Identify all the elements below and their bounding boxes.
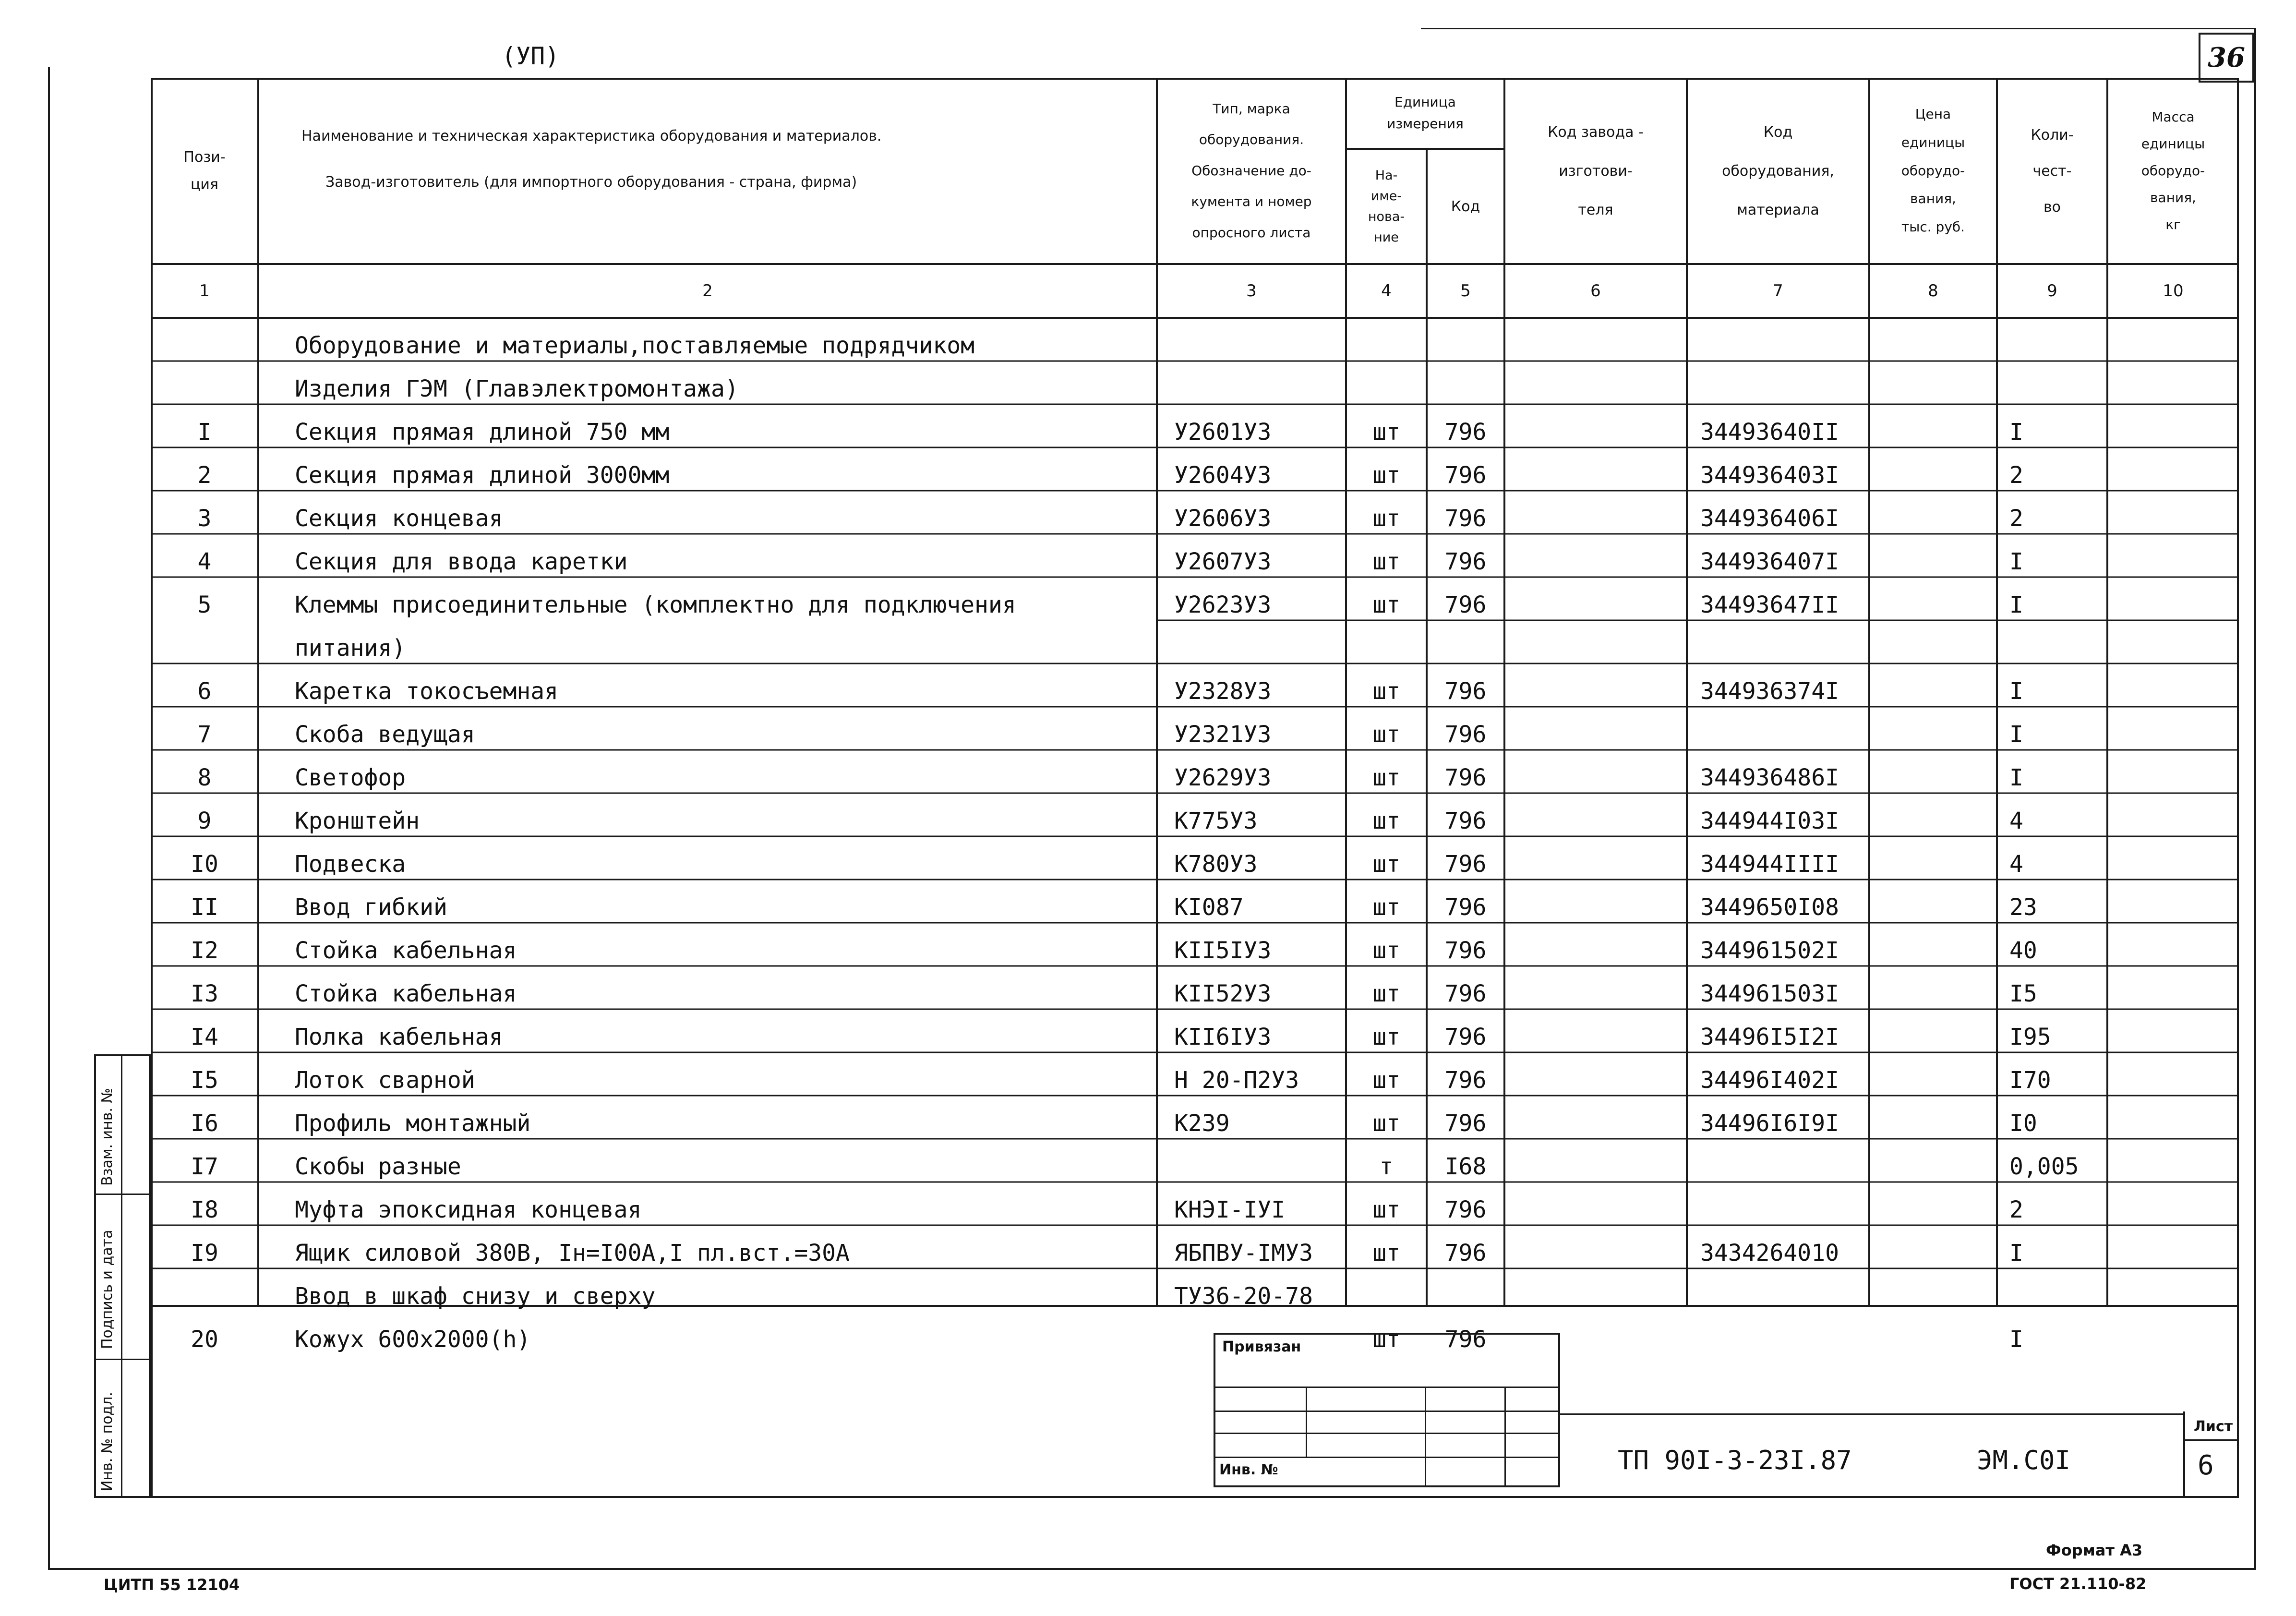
cell-unit-code: 796 — [1444, 808, 1487, 834]
header-unit-code: Код — [1451, 198, 1480, 215]
cell-quantity: 2 — [2009, 462, 2023, 489]
cell-material-code — [1687, 1268, 1869, 1312]
cell-position: I9 — [191, 1240, 218, 1266]
table-row — [151, 361, 2239, 404]
corner-stamp-number: 36 — [2208, 42, 2245, 73]
cell-name: Оборудование и материалы,поставляемые подрядчиком — [295, 332, 975, 359]
cell-unit-code: I68 — [1444, 1153, 1487, 1180]
cell-name: Секция прямая длиной 750 мм — [295, 419, 670, 446]
col-number-9: 9 — [2047, 281, 2057, 301]
footer-left-code: ЦИТП 55 12104 — [104, 1576, 240, 1594]
cell-type — [1157, 620, 1346, 663]
cell-unit-code: 796 — [1444, 1067, 1487, 1094]
cell-unit-code — [1427, 318, 1504, 361]
cell-name: Ввод в шкаф снизу и сверху — [295, 1283, 656, 1310]
cell-unit-code: 796 — [1444, 548, 1487, 575]
col-number-6: 6 — [1590, 281, 1601, 301]
cell-type: Н 20-П2У3 — [1174, 1067, 1299, 1094]
binding-vline-2 — [1425, 1387, 1426, 1485]
cell-unit-name: т — [1379, 1153, 1394, 1180]
binding-vline-1 — [1306, 1387, 1307, 1457]
cell-quantity: 0,005 — [2009, 1153, 2079, 1180]
cell-position: I — [197, 419, 212, 446]
outer-frame-bottom — [48, 1568, 2256, 1570]
cell-position — [151, 318, 258, 361]
cell-quantity: 4 — [2009, 808, 2023, 834]
cell-quantity: 23 — [2009, 894, 2037, 921]
cell-unit-name — [1346, 361, 1427, 404]
top-label: (УП) — [502, 42, 560, 70]
cell-name: Полка кабельная — [295, 1024, 503, 1050]
cell-type — [1157, 361, 1346, 404]
cell-unit-name: шт — [1372, 764, 1400, 791]
cell-position — [151, 1268, 258, 1312]
cell-position: I6 — [191, 1110, 218, 1137]
cell-unit-code — [1427, 620, 1504, 663]
binding-line-2 — [1215, 1411, 1558, 1412]
cell-quantity: I — [2009, 548, 2023, 575]
cell-position: 3 — [197, 505, 212, 532]
table-row — [151, 707, 2239, 750]
header-unit-price: Цена единицы оборудо- вания, тыс. руб. — [1901, 106, 1965, 235]
cell-unit-code — [1427, 1268, 1504, 1312]
cell-position: I8 — [191, 1196, 218, 1223]
col-number-7: 7 — [1773, 281, 1783, 301]
cell-position — [151, 620, 258, 663]
header-unit-mass: Масса единицы оборудо- вания, кг — [2141, 109, 2205, 232]
cell-position: I2 — [191, 937, 218, 964]
cell-type: КII52У3 — [1174, 980, 1272, 1007]
table-row — [151, 1052, 2239, 1096]
cell-position: 20 — [191, 1326, 218, 1353]
col-number-5: 5 — [1460, 281, 1471, 301]
cell-unit-code: 796 — [1444, 462, 1487, 489]
side-label-original-inv: Инв. № подл. — [99, 1392, 116, 1491]
binding-vline-3 — [1504, 1387, 1506, 1485]
cell-type: У2321У3 — [1174, 721, 1272, 748]
table-row — [151, 966, 2239, 1009]
cell-type: У2601У3 — [1174, 419, 1272, 446]
cell-name: Кронштейн — [295, 808, 420, 834]
cell-name: Скобы разные — [295, 1153, 461, 1180]
cell-material-code — [1687, 361, 1869, 404]
cell-material-code: 344936486I — [1700, 764, 1839, 791]
cell-name: Ввод гибкий — [295, 894, 447, 921]
header-quantity: Коли- чест- во — [2031, 126, 2074, 216]
cell-unit-name: шт — [1372, 721, 1400, 748]
side-stamp-sep-1 — [96, 1194, 149, 1195]
cell-material-code: 344936403I — [1700, 462, 1839, 489]
cell-name: Стойка кабельная — [295, 937, 517, 964]
cell-material-code: 34496I5I2I — [1700, 1024, 1839, 1050]
cell-material-code: 344936374I — [1700, 678, 1839, 705]
cell-unit-code: 796 — [1444, 851, 1487, 878]
cell-name: Муфта эпоксидная концевая — [295, 1196, 642, 1223]
cell-unit-name: шт — [1372, 937, 1400, 964]
cell-quantity: I — [2009, 764, 2023, 791]
side-stamp — [94, 1054, 151, 1498]
cell-quantity: I5 — [2009, 980, 2037, 1007]
side-label-replace-inv: Взам. инв. № — [99, 1088, 116, 1186]
cell-unit-code: 796 — [1444, 1196, 1487, 1223]
cell-unit-code: 796 — [1444, 1240, 1487, 1266]
cell-name: Секция прямая длиной 3000мм — [295, 462, 670, 489]
cell-type: У2629У3 — [1174, 764, 1272, 791]
cell-name: Ящик силовой 380В, Iн=I00А,I пл.вст.=30А — [295, 1240, 850, 1266]
cell-position: 7 — [197, 721, 212, 748]
sheet-divider — [2185, 1439, 2239, 1441]
cell-type — [1157, 1139, 1346, 1182]
cell-position: 9 — [197, 808, 212, 834]
cell-quantity — [1997, 361, 2107, 404]
table-row — [151, 1096, 2239, 1139]
cell-material-code: 34496I402I — [1700, 1067, 1839, 1094]
cell-position: 2 — [197, 462, 212, 489]
cell-unit-code: 796 — [1444, 721, 1487, 748]
sheet-number: 6 — [2198, 1450, 2214, 1481]
side-label-signature-date: Подпись и дата — [99, 1230, 116, 1349]
cell-quantity: I70 — [2009, 1067, 2051, 1094]
table-row — [151, 404, 2239, 447]
inventory-number-label: Инв. № — [1219, 1461, 1278, 1478]
cell-type: ТУ36-20-78 — [1174, 1283, 1313, 1310]
doc-code-line — [1558, 1413, 2185, 1415]
cell-type: КНЭI-IУI — [1174, 1196, 1286, 1223]
cell-unit-name: шт — [1372, 1196, 1400, 1223]
header-unit-name: На- име- нова- ние — [1368, 168, 1405, 245]
cell-unit-code — [1427, 361, 1504, 404]
cell-material-code — [1687, 1182, 1869, 1225]
cell-unit-code: 796 — [1444, 1326, 1487, 1353]
cell-material-code: 344961503I — [1700, 980, 1839, 1007]
col-number-1: 1 — [199, 281, 210, 301]
cell-material-code: 3434264010 — [1700, 1240, 1839, 1266]
cell-unit-code: 796 — [1444, 980, 1487, 1007]
cell-type: У2604У3 — [1174, 462, 1272, 489]
header-type: Тип, марка оборудования. Обозначение до- кумента и номер опросного листа — [1191, 101, 1312, 241]
cell-type: ЯБПВУ-IМУ3 — [1174, 1240, 1313, 1266]
cell-name: Скоба ведущая — [295, 721, 475, 748]
header-name-line2: Завод-изготовитель (для импортного оборудования - страна, фирма) — [325, 174, 857, 191]
cell-position — [151, 361, 258, 404]
cell-position: 4 — [197, 548, 212, 575]
cell-unit-code: 796 — [1444, 1110, 1487, 1137]
cell-position: 6 — [197, 678, 212, 705]
cell-name: Клеммы присоединительные (комплектно для подключения — [295, 591, 1016, 618]
cell-quantity: I95 — [2009, 1024, 2051, 1050]
cell-material-code: 3449650I08 — [1700, 894, 1839, 921]
cell-type: КII6IУ3 — [1174, 1024, 1272, 1050]
side-stamp-sep-2 — [96, 1359, 149, 1360]
cell-unit-name: шт — [1372, 548, 1400, 575]
bottom-section — [151, 1307, 2239, 1498]
cell-name: Лоток сварной — [295, 1067, 475, 1094]
table-row — [151, 923, 2239, 966]
cell-material-code — [1687, 707, 1869, 750]
header-material-code: Код оборудования, материала — [1722, 123, 1834, 218]
binding-line-1 — [1215, 1387, 1558, 1388]
table-row — [151, 836, 2239, 880]
cell-unit-name — [1346, 620, 1427, 663]
table-row — [151, 750, 2239, 793]
cell-type: КI087 — [1174, 894, 1244, 921]
header-name-line1: Наименование и техническая характеристика оборудования и материалов. — [301, 128, 882, 145]
cell-unit-code: 796 — [1444, 591, 1487, 618]
document-code: ТП 90I-3-23I.87 — [1618, 1445, 1852, 1475]
cell-unit-name: шт — [1372, 808, 1400, 834]
cell-type: У2328У3 — [1174, 678, 1272, 705]
cell-unit-name — [1346, 318, 1427, 361]
cell-unit-name: шт — [1372, 591, 1400, 618]
cell-position: I5 — [191, 1067, 218, 1094]
sheet-box — [2183, 1411, 2239, 1498]
cell-quantity — [1997, 620, 2107, 663]
cell-unit-name: шт — [1372, 851, 1400, 878]
cell-unit-name: шт — [1372, 1024, 1400, 1050]
cell-material-code: 344944IIII — [1700, 851, 1839, 878]
binding-line-3 — [1215, 1433, 1558, 1434]
cell-quantity: I — [2009, 678, 2023, 705]
cell-type — [1157, 318, 1346, 361]
cell-unit-code: 796 — [1444, 894, 1487, 921]
col-number-3: 3 — [1246, 281, 1257, 301]
cell-material-code: 344936406I — [1700, 505, 1839, 532]
cell-quantity: 40 — [2009, 937, 2037, 964]
cell-unit-code: 796 — [1444, 764, 1487, 791]
cell-name: питания) — [295, 635, 406, 662]
footer-format: Формат А3 — [2046, 1541, 2143, 1559]
cell-name: Подвеска — [295, 851, 406, 878]
cell-material-code: 34493647II — [1700, 591, 1839, 618]
col-number-8: 8 — [1928, 281, 1938, 301]
cell-unit-name — [1346, 1268, 1427, 1312]
cell-position: I0 — [191, 851, 218, 878]
footer-gost: ГОСТ 21.110-82 — [2009, 1575, 2147, 1593]
table-row — [151, 534, 2239, 577]
table-row — [151, 1009, 2239, 1052]
table-row — [151, 1182, 2239, 1225]
cell-unit-name: шт — [1372, 980, 1400, 1007]
cell-unit-code: 796 — [1444, 678, 1487, 705]
cell-name: Секция концевая — [295, 505, 503, 532]
cell-unit-code: 796 — [1444, 419, 1487, 446]
cell-material-code — [1687, 620, 1869, 663]
outer-frame-left — [48, 67, 50, 1570]
cell-material-code: 344936407I — [1700, 548, 1839, 575]
cell-unit-name: шт — [1372, 678, 1400, 705]
cell-name: Светофор — [295, 764, 406, 791]
cell-position: 5 — [197, 591, 212, 618]
header-factory-code: Код завода - изготови- теля — [1548, 123, 1644, 218]
side-stamp-divider — [121, 1056, 122, 1496]
cell-type: У2623У3 — [1174, 591, 1272, 618]
cell-quantity — [1997, 1268, 2107, 1312]
header-unit-group: Единица измерения — [1387, 94, 1464, 132]
cell-quantity: I — [2009, 721, 2023, 748]
cell-type: К780У3 — [1174, 851, 1258, 878]
cell-quantity: I — [2009, 1326, 2023, 1353]
cell-unit-name: шт — [1372, 1326, 1400, 1353]
cell-type: У2606У3 — [1174, 505, 1272, 532]
cell-quantity: 2 — [2009, 1196, 2023, 1223]
table-row — [151, 793, 2239, 836]
sheet-label: Лист — [2194, 1418, 2233, 1435]
cell-unit-name: шт — [1372, 505, 1400, 532]
table-row — [151, 447, 2239, 491]
table-row — [151, 1225, 2239, 1268]
cell-position: 8 — [197, 764, 212, 791]
cell-name: Кожух 600х2000(h) — [295, 1326, 531, 1353]
cell-unit-name: шт — [1372, 462, 1400, 489]
col-number-4: 4 — [1381, 281, 1392, 301]
table-row — [151, 880, 2239, 923]
table-row — [151, 1139, 2239, 1182]
cell-quantity: 4 — [2009, 851, 2023, 878]
cell-position: I4 — [191, 1024, 218, 1050]
cell-name: Стойка кабельная — [295, 980, 517, 1007]
cell-quantity: I0 — [2009, 1110, 2037, 1137]
cell-quantity: I — [2009, 1240, 2023, 1266]
cell-material-code: 344944I03I — [1700, 808, 1839, 834]
col-number-10: 10 — [2163, 281, 2184, 301]
header-position: Пози- ция — [183, 149, 226, 193]
corner-stamp-box — [2199, 33, 2254, 83]
outer-frame-right — [2254, 29, 2256, 1570]
table-row — [151, 620, 2239, 663]
cell-unit-code: 796 — [1444, 1024, 1487, 1050]
cell-quantity: I — [2009, 419, 2023, 446]
header-name — [258, 78, 1157, 264]
cell-quantity — [1997, 318, 2107, 361]
outer-frame-top — [1421, 28, 2256, 29]
table-row — [151, 318, 2239, 361]
cell-position: I3 — [191, 980, 218, 1007]
cell-type: КII5IУ3 — [1174, 937, 1272, 964]
cell-name: Профиль монтажный — [295, 1110, 531, 1137]
binding-line-4 — [1215, 1457, 1558, 1458]
cell-name: Изделия ГЭМ (Главэлектромонтажа) — [295, 375, 739, 402]
col-number-2: 2 — [702, 281, 713, 301]
binding-stamp — [1214, 1333, 1560, 1487]
binding-label: Привязан — [1222, 1339, 1301, 1355]
table-row — [151, 1268, 2239, 1312]
table-row — [151, 663, 2239, 707]
cell-material-code — [1687, 318, 1869, 361]
cell-position: II — [191, 894, 218, 921]
document-section: ЭМ.С0I — [1977, 1445, 2071, 1475]
cell-unit-name: шт — [1372, 1067, 1400, 1094]
cell-material-code: 34493640II — [1700, 419, 1839, 446]
cell-type: К239 — [1174, 1110, 1230, 1137]
cell-unit-name: шт — [1372, 419, 1400, 446]
cell-material-code — [1687, 1139, 1869, 1182]
table-row — [151, 491, 2239, 534]
table-row — [151, 577, 2239, 620]
cell-unit-code: 796 — [1444, 937, 1487, 964]
cell-quantity: 2 — [2009, 505, 2023, 532]
cell-unit-name: шт — [1372, 1110, 1400, 1137]
cell-type: К775У3 — [1174, 808, 1258, 834]
cell-name: Секция для ввода каретки — [295, 548, 628, 575]
cell-quantity: I — [2009, 591, 2023, 618]
cell-unit-name: шт — [1372, 894, 1400, 921]
cell-unit-code: 796 — [1444, 505, 1487, 532]
cell-name: Каретка токосъемная — [295, 678, 559, 705]
cell-position: I7 — [191, 1153, 218, 1180]
cell-material-code: 344961502I — [1700, 937, 1839, 964]
cell-material-code: 34496I6I9I — [1700, 1110, 1839, 1137]
cell-unit-name: шт — [1372, 1240, 1400, 1266]
cell-type: У2607У3 — [1174, 548, 1272, 575]
